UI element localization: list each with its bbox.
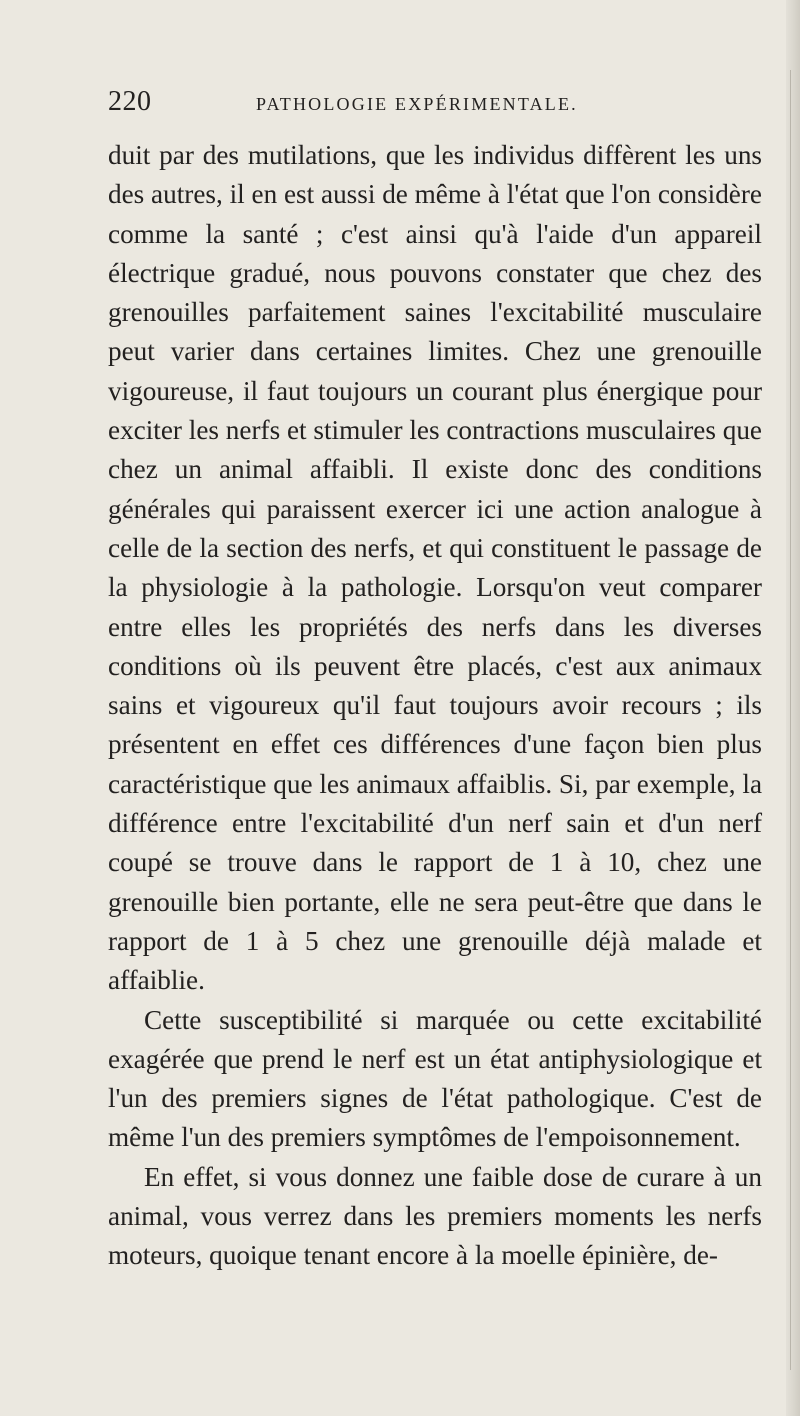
paragraph: Cette susceptibilité si marquée ou cette excitabilité exagérée que prend le nerf est un état antiphysiologique et l'un des premiers signes de l'état pathologique. C'est de même l'un des premiers symptômes de l'empoisonnement. [108, 1004, 762, 1153]
paragraph: En effet, si vous donnez une faible dose de curare à un animal, vous verrez dans les premiers moments les nerfs moteurs, quoique tenant encore à la moelle épinière, de- [108, 1161, 762, 1271]
running-title: PATHOLOGIE EXPÉRIMENTALE. [256, 94, 578, 114]
page-header [108, 86, 760, 122]
page-edge-shadow [786, 0, 800, 1416]
paragraph-continued: duit par des mutilations, que les individus diffèrent les uns des autres, il en est aussi de même à l'état que l'on considère comme la santé ; c'est ainsi qu'à l'aide d'un appareil électrique gradué, nous pouvons constater que chez des grenouilles parfaitement saines l'excitabilité musculaire peut varier dans certaines limites. Chez une grenouille vigoureuse, il faut toujours un courant plus énergique pour exciter les nerfs et stimuler les contractions musculaires que chez un animal affaibli. Il existe donc des conditions générales qui paraissent exercer ici une action analogue à celle de la section des nerfs, et qui constituent le passage de la physiologie à la pathologie. Lorsqu'on veut comparer entre elles les propriétés des nerfs dans les diverses conditions où ils peuvent être placés, c'est aux animaux sains et vigoureux qu'il faut toujours avoir recours ; ils présentent en effet ces différences d'une façon bien plus caractéristique que les animaux affaiblis. Si, par exemple, la différence entre l'excitabilité d'un nerf sain et d'un nerf coupé se trouve dans le rapport de 1 à 10, chez une grenouille bien portante, elle ne sera peut-être que dans le rapport de 1 à 5 chez une grenouille déjà malade et affaiblie. [108, 140, 763, 996]
page-number: 220 [108, 86, 152, 117]
body-text [108, 136, 762, 1276]
